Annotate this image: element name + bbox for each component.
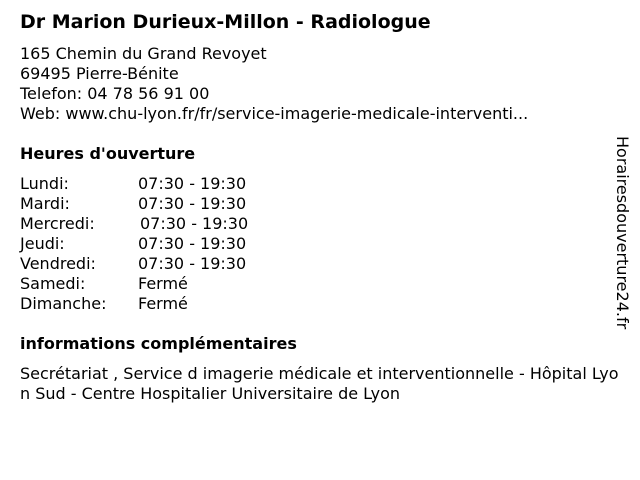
hours-heading: Heures d'ouverture	[20, 144, 196, 163]
hours-row	[20, 254, 320, 274]
hours-time: Fermé	[138, 274, 188, 293]
hours-day: Dimanche:	[20, 294, 107, 313]
hours-time: 07:30 - 19:30	[140, 214, 249, 233]
page-title: Dr Marion Durieux-Millon - Radiologue	[20, 11, 431, 33]
hours-day: Samedi:	[20, 274, 86, 293]
address-block	[20, 44, 528, 124]
hours-row	[20, 234, 320, 254]
phone-number: Telefon: 04 78 56 91 00	[20, 84, 210, 103]
address-street: 165 Chemin du Grand Revoyet	[20, 44, 267, 63]
hours-day: Mercredi:	[20, 214, 95, 233]
hours-row	[20, 214, 320, 234]
hours-time: Fermé	[138, 294, 188, 313]
hours-row	[20, 274, 320, 294]
hours-day: Lundi:	[20, 174, 69, 193]
website-link[interactable]: Web: www.chu-lyon.fr/fr/service-imagerie-medicale-interventi...	[20, 104, 529, 123]
hours-time: 07:30 - 19:30	[138, 174, 247, 193]
hours-time: 07:30 - 19:30	[138, 234, 247, 253]
hours-day: Mardi:	[20, 194, 70, 213]
hours-day: Jeudi:	[20, 234, 65, 253]
address-city: 69495 Pierre-Bénite	[20, 64, 179, 83]
hours-time: 07:30 - 19:30	[138, 254, 247, 273]
info-heading: informations complémentaires	[20, 334, 297, 353]
hours-row	[20, 174, 320, 194]
hours-table	[20, 174, 320, 314]
hours-row	[20, 294, 320, 314]
hours-time: 07:30 - 19:30	[138, 194, 247, 213]
site-watermark: Horairesdouverture24.fr	[613, 136, 632, 330]
hours-row	[20, 194, 320, 214]
hours-day: Vendredi:	[20, 254, 96, 273]
info-text: Secrétariat , Service d imagerie médicale et interventionnelle - Hôpital Lyon Sud - Centre Hospitalier Universitaire de Lyon	[20, 364, 619, 403]
